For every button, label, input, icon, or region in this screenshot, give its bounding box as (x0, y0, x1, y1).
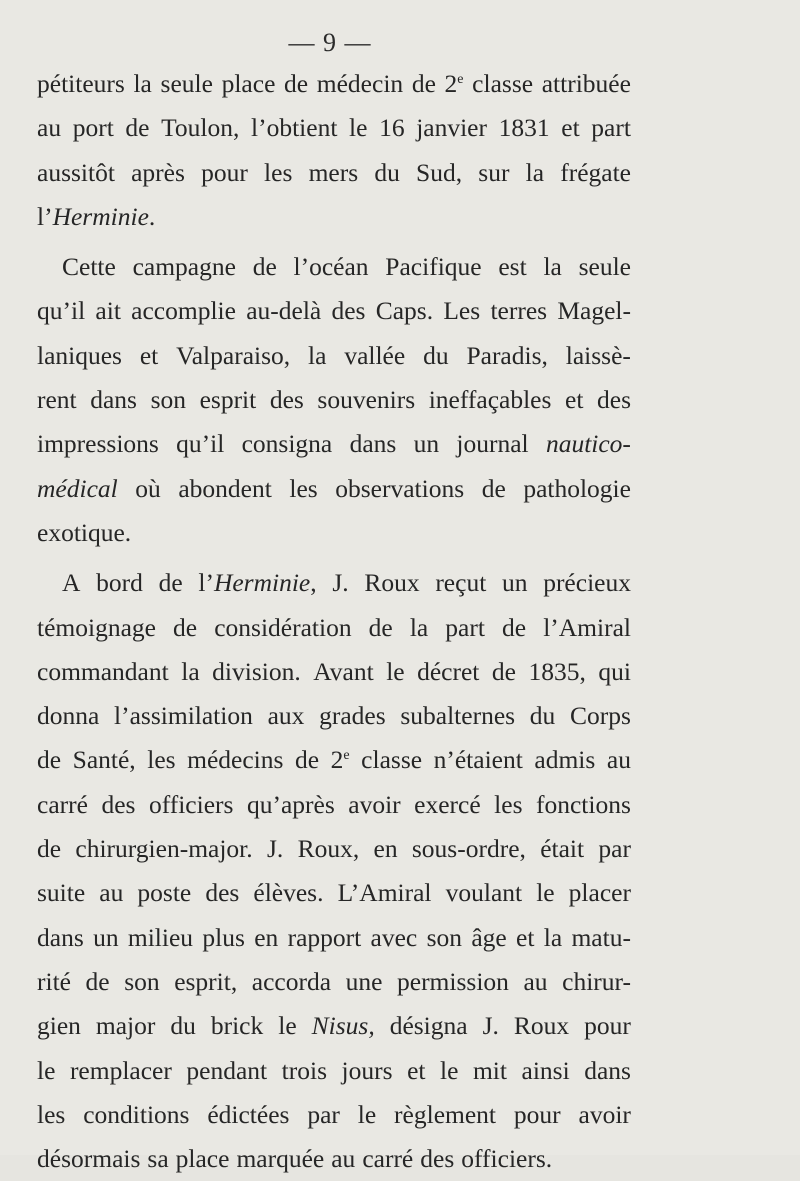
word: la (409, 612, 429, 642)
word: Pacifique (385, 252, 482, 282)
word: par (307, 1099, 340, 1129)
word: rent (37, 385, 77, 415)
word: au (331, 1144, 356, 1174)
text-line (37, 378, 631, 422)
word: qu’après (246, 789, 335, 819)
word: dans (584, 1055, 631, 1085)
word: de (502, 612, 527, 642)
word: 2e (444, 69, 464, 98)
word: les (494, 789, 523, 819)
word: carré (362, 1144, 414, 1174)
word: la (181, 656, 200, 686)
text-line (37, 827, 631, 871)
word: laniques (37, 340, 122, 370)
word: la (525, 157, 545, 187)
word: médical (37, 473, 118, 503)
word: au (99, 878, 124, 908)
word: consigna (241, 429, 333, 459)
word: une (345, 966, 383, 996)
word: impressions (37, 429, 159, 459)
word: place (221, 69, 276, 98)
word: désigna (389, 1011, 468, 1041)
word: du (529, 701, 556, 731)
word: de (411, 69, 436, 98)
word: après (131, 157, 185, 187)
word: classe (472, 69, 534, 98)
word: vallée (344, 340, 406, 370)
word: du (374, 157, 400, 187)
word: exercé (414, 789, 481, 819)
word: avec (370, 922, 418, 952)
italic-text: Herminie (52, 201, 149, 231)
word: par (598, 834, 631, 864)
superscript: e (457, 72, 464, 87)
word: en (373, 834, 398, 864)
word: un (501, 568, 528, 598)
word: l’Amiral (543, 612, 631, 642)
word: permission (397, 966, 509, 996)
word: ainsi (521, 1055, 570, 1085)
word: désormais (37, 1144, 141, 1174)
paragraph (37, 62, 631, 239)
word: subalternes (400, 701, 516, 731)
text-line (37, 738, 631, 782)
word: des (420, 1144, 455, 1174)
word: médecin (316, 69, 404, 98)
word: la (543, 252, 562, 282)
body-text (37, 62, 631, 1181)
word: n’étaient (433, 745, 523, 775)
word: des (269, 385, 304, 415)
word: qu’il (37, 296, 86, 326)
word: édictées (207, 1099, 290, 1129)
word: rapport (287, 922, 362, 952)
word: au (37, 113, 62, 143)
text-line (37, 871, 631, 915)
word: bord (96, 568, 143, 598)
word: des (101, 789, 136, 819)
word: 1831 (498, 113, 550, 143)
text-line (37, 606, 631, 650)
word: gien (37, 1011, 81, 1041)
word: l’océan (293, 252, 369, 282)
word: J. (332, 568, 349, 598)
word: de (481, 473, 506, 503)
word: de (491, 656, 516, 686)
word: suite (37, 878, 86, 908)
word: J. (266, 834, 284, 864)
text-line (37, 1049, 631, 1093)
word: du (170, 1011, 196, 1041)
word: esprit (199, 385, 257, 415)
text-line (37, 511, 631, 555)
word: major (95, 1011, 156, 1041)
text-line (37, 1093, 631, 1137)
word: pétiteurs (37, 69, 125, 98)
text-line (37, 694, 631, 738)
text-line (37, 960, 631, 1004)
text-line (37, 650, 631, 694)
word: seule (578, 252, 631, 282)
word: milieu (127, 922, 194, 952)
word: chirur- (562, 966, 631, 996)
text-line (37, 916, 631, 960)
word: 1835, (528, 656, 586, 686)
word: exotique. (37, 517, 132, 547)
word: reçut (435, 568, 487, 598)
word: part (445, 612, 485, 642)
word: pendant (186, 1055, 268, 1085)
word: seule (160, 69, 213, 98)
word: carré (37, 789, 88, 819)
word: des (331, 296, 366, 326)
word: au (606, 745, 631, 775)
word: jours (341, 1055, 393, 1085)
word: Roux (364, 568, 420, 598)
word: l’assimilation (114, 701, 253, 731)
word: mers (308, 157, 359, 187)
text-line (37, 151, 631, 195)
word: sa (147, 1144, 169, 1174)
text-line (37, 783, 631, 827)
text-line (37, 62, 631, 106)
word: port (72, 113, 114, 143)
word: décret (417, 656, 480, 686)
word: division. (212, 656, 301, 686)
word: son (426, 922, 462, 952)
word: avoir (578, 1099, 631, 1129)
word: de (125, 113, 150, 143)
word: de (158, 568, 183, 598)
word: les (264, 157, 293, 187)
word: abondent (178, 473, 272, 503)
word: de (85, 966, 110, 996)
text-line (37, 334, 631, 378)
word: âge (471, 922, 507, 952)
word: son (124, 966, 160, 996)
word: dans (90, 385, 137, 415)
text-line (37, 561, 631, 605)
word: de (295, 745, 320, 775)
word: la (133, 69, 152, 98)
word: donna (37, 701, 100, 731)
word: au (523, 966, 548, 996)
text-line (37, 1004, 631, 1048)
word: commandant (37, 656, 169, 686)
paragraph (37, 561, 631, 1181)
word: plus (202, 922, 245, 952)
word: était (540, 834, 585, 864)
word: attribuée (541, 69, 631, 98)
word: ineffaçables (428, 385, 552, 415)
word: médecins (187, 745, 284, 775)
text-line (37, 195, 631, 239)
word: de (252, 252, 277, 282)
word: le (349, 113, 368, 143)
word: observations (335, 473, 465, 503)
word: est (498, 252, 527, 282)
word: grades (319, 701, 386, 731)
word: classe (361, 745, 423, 775)
page-number: — 9 — (288, 28, 372, 57)
word: voulant (445, 878, 523, 908)
word: J. (482, 1011, 499, 1041)
word: de (284, 69, 309, 98)
word: aux (267, 701, 305, 731)
word: esprit, (174, 966, 238, 996)
word: les (289, 473, 318, 503)
word: l’Herminie. (37, 201, 156, 231)
word: et (561, 113, 580, 143)
word: 16 (379, 113, 405, 143)
word: le (37, 1055, 56, 1085)
word: fonctions (536, 789, 631, 819)
word: des (597, 385, 631, 415)
word: son (150, 385, 186, 415)
word: de (37, 834, 62, 864)
word: 2e (330, 745, 350, 775)
word: dans (349, 429, 397, 459)
word: considération (214, 612, 352, 642)
word: Toulon, (161, 113, 240, 143)
word: les (147, 745, 176, 775)
word: au-delà (246, 296, 322, 326)
text-line (37, 245, 631, 289)
word: trois (281, 1055, 328, 1085)
word: pathologie (523, 473, 631, 503)
word: et (139, 340, 159, 370)
word: placer (568, 878, 631, 908)
word: des (205, 878, 240, 908)
word: un (413, 429, 440, 459)
word: la (543, 922, 563, 952)
word: ait (95, 296, 121, 326)
word: admis (534, 745, 596, 775)
word: le (386, 656, 405, 686)
superscript: e (343, 748, 350, 764)
word: Roux (513, 1011, 570, 1041)
word: L’Amiral (337, 878, 432, 908)
text-line (37, 467, 631, 511)
word: remplacer (69, 1055, 172, 1085)
word: journal (456, 429, 529, 459)
word: mit (472, 1055, 507, 1085)
word: conditions (83, 1099, 190, 1129)
word: en (254, 922, 279, 952)
word: Corps (569, 701, 631, 731)
word: A (62, 568, 81, 598)
word: pour (584, 1011, 631, 1041)
word: Sud, (416, 157, 463, 187)
word: règlement (394, 1099, 496, 1129)
word: l’obtient (251, 113, 338, 143)
word: officiers. (461, 1144, 553, 1174)
word: matu- (571, 922, 631, 952)
word: Les (443, 296, 481, 326)
word: pour (513, 1099, 561, 1129)
word: Paradis, (466, 340, 548, 370)
word: janvier (416, 113, 487, 143)
word: terres (490, 296, 548, 326)
word: de (368, 612, 393, 642)
word: Magel- (557, 296, 631, 326)
word: du (423, 340, 449, 370)
word: un (93, 922, 119, 952)
word: marquée (236, 1144, 325, 1174)
word: le (357, 1099, 377, 1129)
word: officiers (148, 789, 234, 819)
word: dans (37, 922, 84, 952)
word: frégate (560, 157, 631, 187)
word: sous-ordre, (411, 834, 526, 864)
word: chirurgien-major. (75, 834, 253, 864)
italic-text: Herminie (213, 568, 311, 598)
word: rité (37, 966, 71, 996)
word: de (37, 745, 62, 775)
word: part (591, 113, 631, 143)
word: et (565, 385, 584, 415)
word: aussitôt (37, 157, 115, 187)
word: les (37, 1099, 66, 1129)
word: où (135, 473, 161, 503)
word: nautico- (545, 429, 631, 459)
word: le (278, 1011, 297, 1041)
word: témoignage (37, 612, 156, 642)
word: laissè- (565, 340, 631, 370)
word: Caps. (375, 296, 434, 326)
paragraph (37, 245, 631, 555)
word: qui (598, 656, 631, 686)
word: accorda (251, 966, 332, 996)
word: la (308, 340, 327, 370)
word: qu’il (176, 429, 225, 459)
word: Valparaiso, (176, 340, 291, 370)
word: place (175, 1144, 230, 1174)
text-line (37, 106, 631, 150)
word: précieux (543, 568, 631, 598)
word: brick (210, 1011, 264, 1041)
word: Santé, (72, 745, 136, 775)
word: souvenirs (317, 385, 416, 415)
word: sur (478, 157, 510, 187)
word: l’Herminie, (198, 568, 317, 598)
word: le (536, 878, 555, 908)
word: de (173, 612, 198, 642)
word: poste (137, 878, 192, 908)
word: Avant (313, 656, 374, 686)
word: et (516, 922, 535, 952)
word: élèves. (253, 878, 324, 908)
text-line (37, 1137, 631, 1181)
text-line (37, 422, 631, 466)
word: Cette (62, 252, 116, 282)
word: accomplie (131, 296, 236, 326)
word: et (407, 1055, 426, 1085)
word: Roux, (297, 834, 360, 864)
word: Nisus, (311, 1011, 375, 1041)
word: pour (201, 157, 248, 187)
word: campagne (132, 252, 236, 282)
word: le (440, 1055, 459, 1085)
text-line (37, 289, 631, 333)
word: avoir (348, 789, 401, 819)
